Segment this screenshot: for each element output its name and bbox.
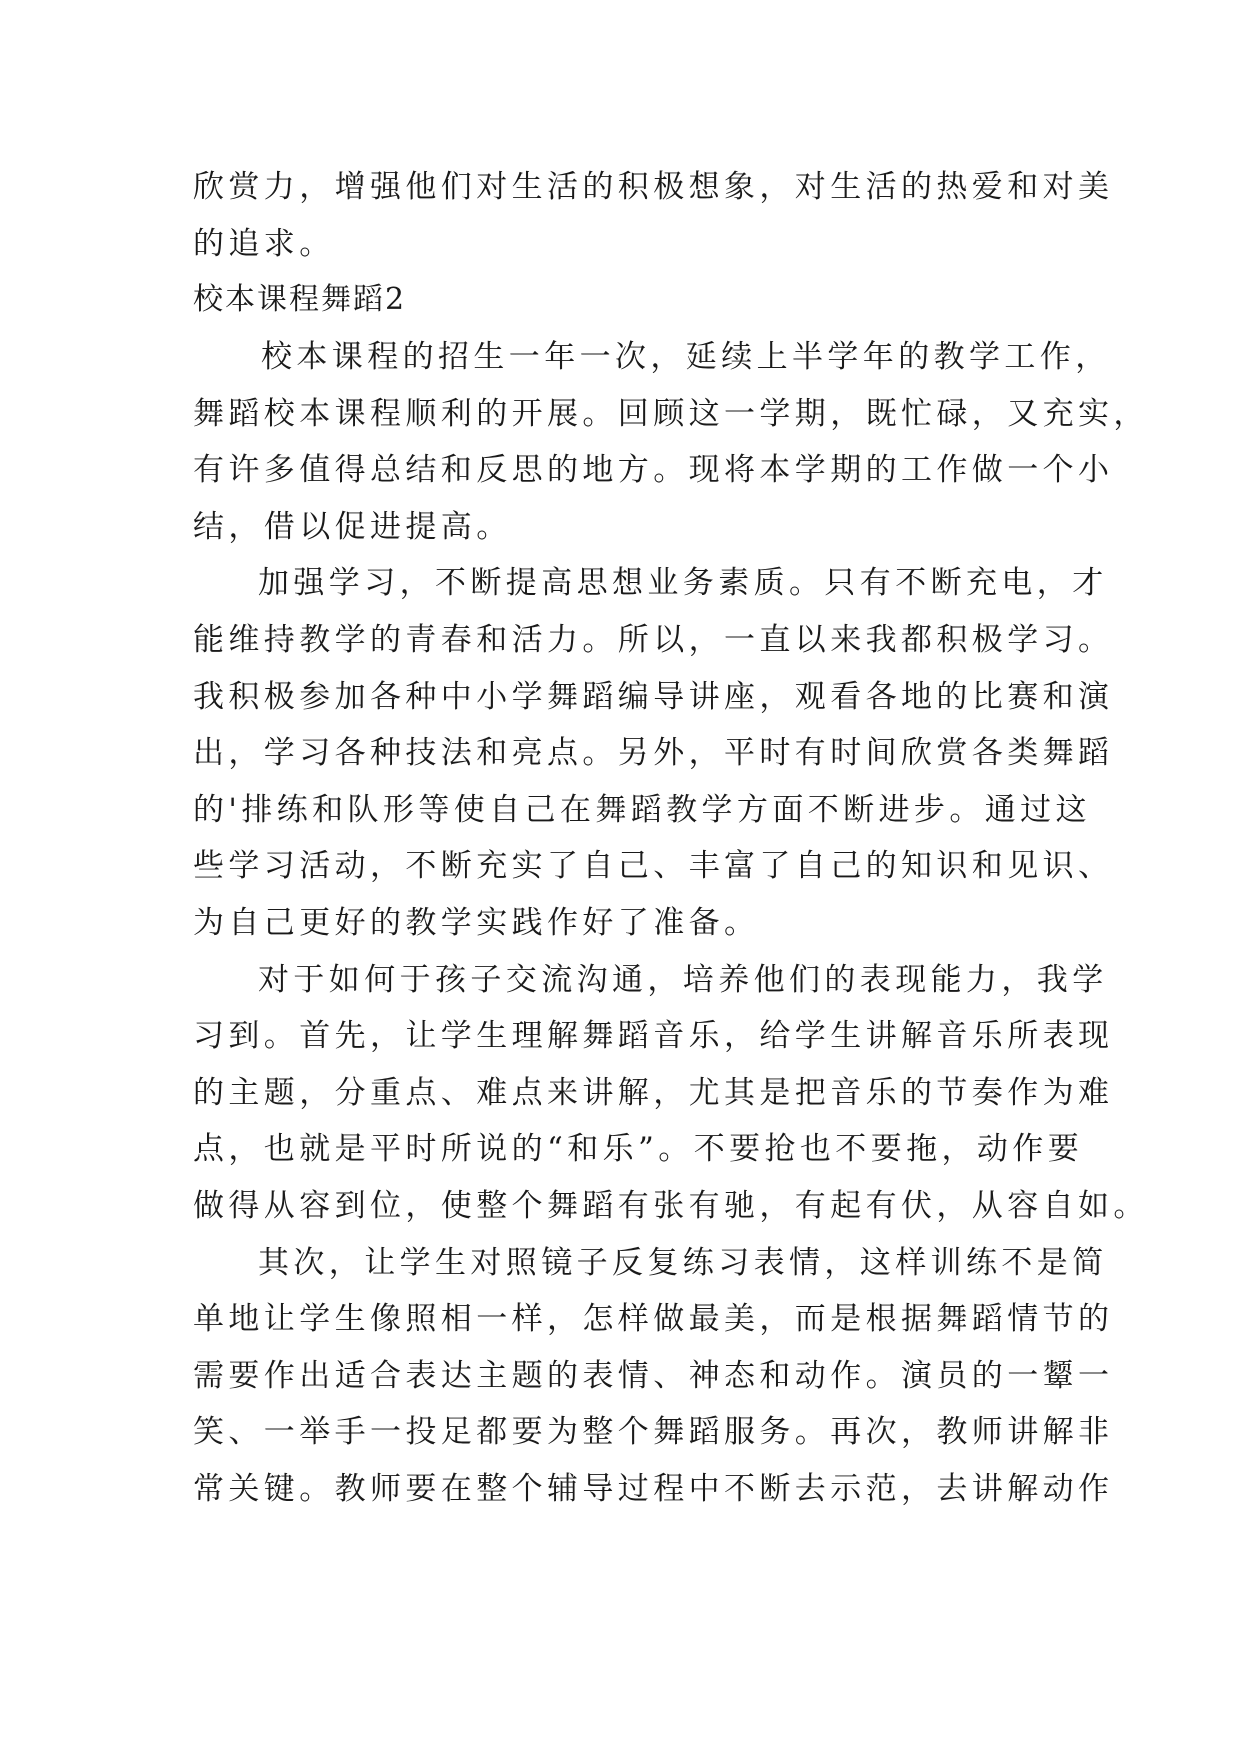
- text-line: 欣赏力，增强他们对生活的积极想象，对生活的热爱和对美: [193, 169, 1114, 205]
- text-line: 笑、一举手一投足都要为整个舞蹈服务。再次，教师讲解非: [193, 1414, 1114, 1450]
- text-line: 单地让学生像照相一样，怎样做最美，而是根据舞蹈情节的: [193, 1301, 1114, 1337]
- section-heading: 校本课程舞蹈2: [193, 282, 407, 317]
- text-line: 我积极参加各种中小学舞蹈编导讲座，观看各地的比赛和演: [193, 679, 1114, 715]
- text-line: 能维持教学的青春和活力。所以，一直以来我都积极学习。: [193, 622, 1114, 658]
- text-line: 做得从容到位，使整个舞蹈有张有驰，有起有伏，从容自如。: [193, 1188, 1149, 1224]
- text-line: 出，学习各种技法和亮点。另外，平时有时间欣赏各类舞蹈: [193, 735, 1114, 771]
- text-line: 的主题，分重点、难点来讲解，尤其是把音乐的节奏作为难: [193, 1075, 1114, 1111]
- text-line: 的追求。: [193, 226, 335, 262]
- paragraph-first-line: 校本课程的招生一年一次，延续上半学年的教学工作，: [261, 339, 1111, 375]
- text-line: 为自己更好的教学实践作好了准备。: [193, 905, 760, 941]
- text-line: 点，也就是平时所说的“和乐”。不要抢也不要拖，动作要: [193, 1131, 1084, 1167]
- paragraph-first-line: 其次，让学生对照镜子反复练习表情，这样训练不是简: [258, 1245, 1108, 1281]
- text-line: 习到。首先，让学生理解舞蹈音乐，给学生讲解音乐所表现: [193, 1018, 1114, 1054]
- paragraph-first-line: 加强学习，不断提高思想业务素质。只有不断充电，才: [258, 565, 1108, 601]
- paragraph-first-line: 对于如何于孩子交流沟通，培养他们的表现能力，我学: [258, 962, 1108, 998]
- text-line: 些学习活动，不断充实了自己、丰富了自己的知识和见识、: [193, 848, 1114, 884]
- text-line: 常关键。教师要在整个辅导过程中不断去示范，去讲解动作: [193, 1471, 1114, 1507]
- text-line: 有许多值得总结和反思的地方。现将本学期的工作做一个小: [193, 452, 1114, 488]
- text-line: 需要作出适合表达主题的表情、神态和动作。演员的一颦一: [193, 1358, 1114, 1394]
- text-line: 结，借以促进提高。: [193, 509, 512, 545]
- text-line: 的'排练和队形等使自己在舞蹈教学方面不断进步。通过这: [193, 792, 1091, 828]
- text-line: 舞蹈校本课程顺利的开展。回顾这一学期，既忙碌，又充实，: [193, 396, 1149, 432]
